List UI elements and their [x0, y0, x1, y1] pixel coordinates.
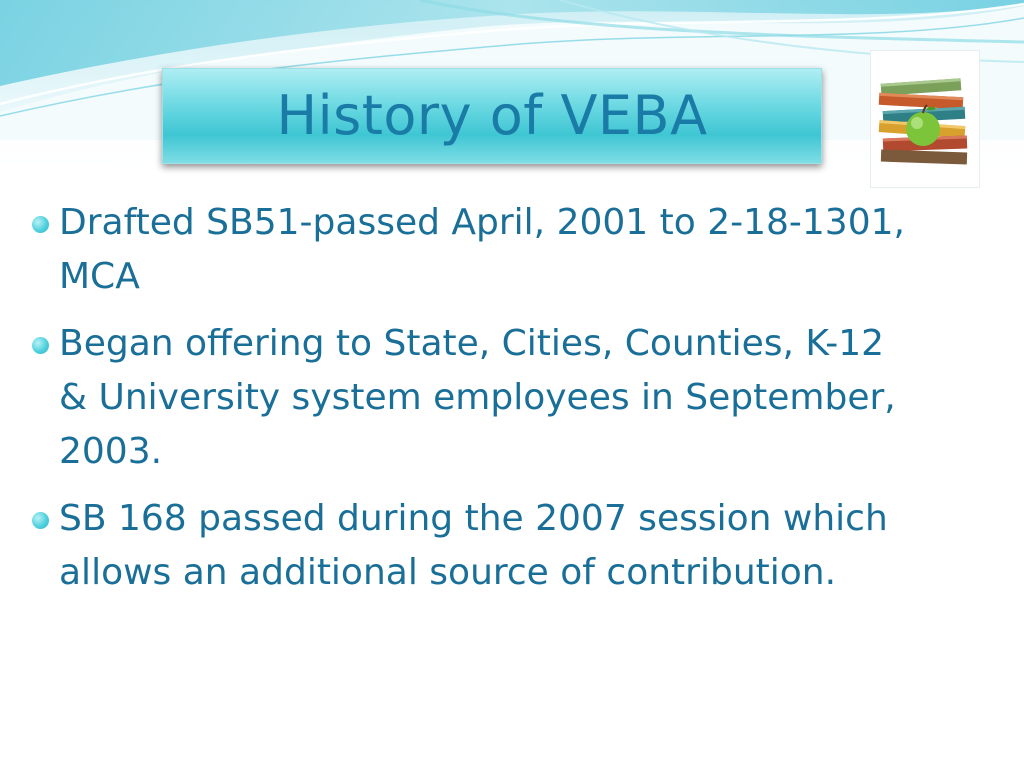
bullet-icon	[32, 512, 49, 529]
bullet-list	[32, 196, 912, 613]
bullet-text: Drafted SB51-passed April, 2001 to 2-18-1301, MCA	[59, 202, 905, 297]
list-item	[32, 196, 912, 304]
books-image	[870, 50, 980, 188]
bullet-icon	[32, 337, 49, 354]
list-item	[32, 317, 912, 479]
books-with-apple-icon	[871, 51, 979, 187]
bullet-text: SB 168 passed during the 2007 session which allows an additional source of contribution.	[59, 498, 888, 593]
title-box	[162, 68, 822, 164]
list-item	[32, 492, 912, 600]
bullet-icon	[32, 216, 49, 233]
slide-title: History of VEBA	[276, 84, 708, 147]
bullet-text: Began offering to State, Cities, Counties, K-12 & University system employees in September, 2003.	[59, 323, 896, 472]
